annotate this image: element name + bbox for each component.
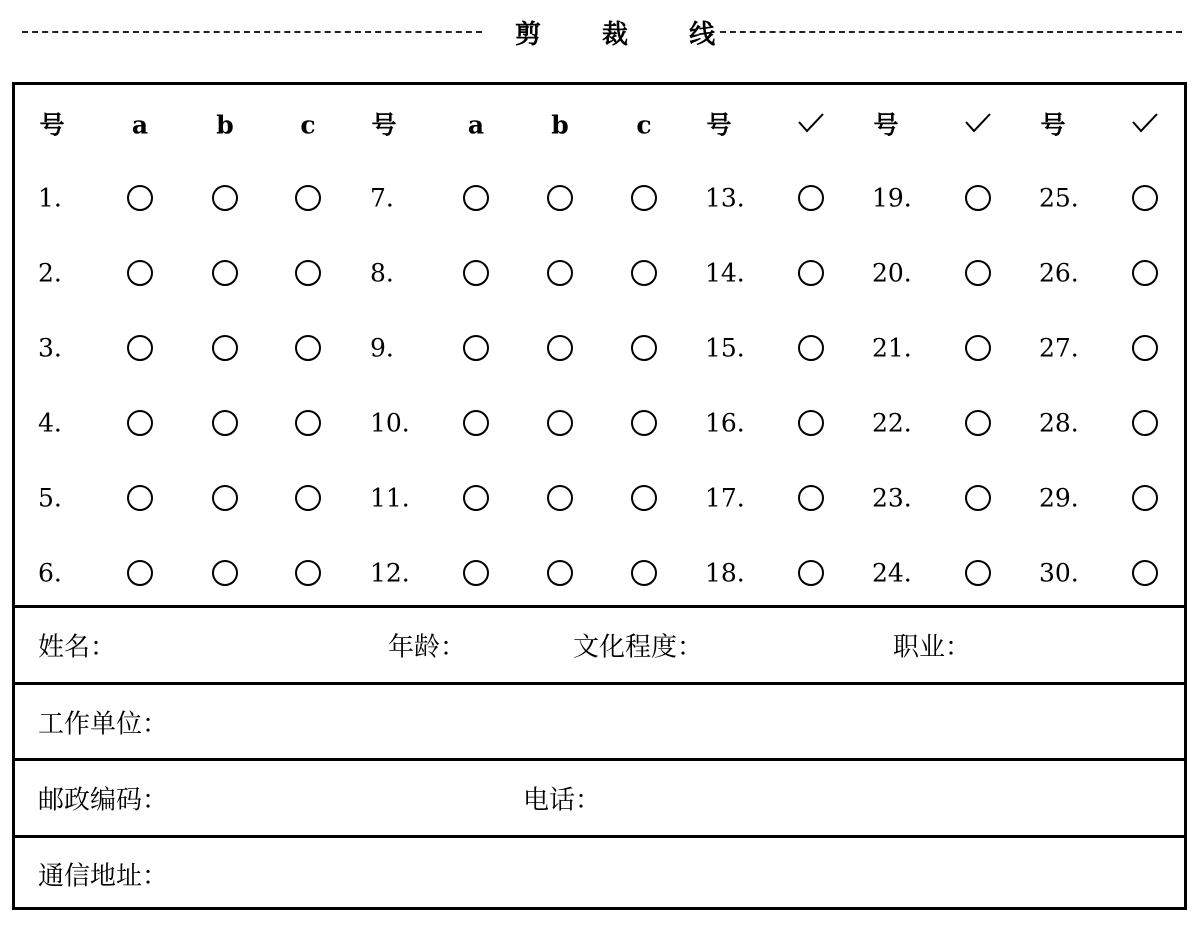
answer-circle-b[interactable]	[547, 410, 573, 436]
education-label: 文化程度：	[573, 632, 704, 663]
answer-circle-c[interactable]	[295, 335, 321, 361]
dashed-line-left	[22, 31, 482, 33]
question-number: 22.	[872, 408, 912, 438]
dashed-line-right	[720, 31, 1182, 33]
answer-circle-check[interactable]	[965, 560, 991, 586]
cut-line-title: 剪 裁 线	[515, 20, 742, 50]
answer-circle-check[interactable]	[798, 185, 824, 211]
age-label: 年龄：	[388, 632, 467, 663]
question-number: 25.	[1039, 183, 1079, 213]
question-number: 18.	[705, 558, 745, 588]
header-option-b: b	[216, 110, 234, 140]
answer-circle-check[interactable]	[1132, 185, 1158, 211]
answer-circle-check[interactable]	[1132, 410, 1158, 436]
name-label: 姓名：	[38, 632, 117, 663]
answer-circle-check[interactable]	[965, 260, 991, 286]
answer-circle-c[interactable]	[631, 185, 657, 211]
info-row-workplace	[15, 682, 1184, 758]
answer-circle-check[interactable]	[1132, 485, 1158, 511]
address-label: 通信地址：	[38, 861, 169, 892]
answer-grid	[15, 85, 1184, 605]
answer-circle-check[interactable]	[965, 185, 991, 211]
answer-circle-a[interactable]	[463, 335, 489, 361]
question-number: 16.	[705, 408, 745, 438]
answer-circle-a[interactable]	[463, 485, 489, 511]
answer-circle-b[interactable]	[547, 335, 573, 361]
answer-circle-a[interactable]	[127, 410, 153, 436]
info-row-contact	[15, 758, 1184, 835]
answer-circle-b[interactable]	[212, 185, 238, 211]
answer-circle-c[interactable]	[631, 335, 657, 361]
answer-circle-a[interactable]	[463, 260, 489, 286]
question-number: 17.	[705, 483, 745, 513]
question-number: 28.	[1039, 408, 1079, 438]
header-option-c: c	[636, 110, 652, 140]
answer-circle-check[interactable]	[798, 410, 824, 436]
answer-circle-a[interactable]	[127, 560, 153, 586]
header-option-a: a	[467, 110, 485, 140]
question-number: 12.	[370, 558, 410, 588]
header-number-label: 号	[1040, 110, 1066, 140]
header-option-a: a	[131, 110, 149, 140]
header-number-label: 号	[873, 110, 899, 140]
answer-circle-check[interactable]	[965, 335, 991, 361]
question-number: 30.	[1039, 558, 1079, 588]
checkmark-icon	[1131, 112, 1159, 138]
question-number: 15.	[705, 333, 745, 363]
info-row-personal	[15, 605, 1184, 682]
answer-circle-b[interactable]	[547, 485, 573, 511]
answer-circle-a[interactable]	[463, 410, 489, 436]
question-number: 6.	[38, 558, 62, 588]
answer-circle-b[interactable]	[547, 260, 573, 286]
answer-circle-a[interactable]	[127, 335, 153, 361]
checkmark-icon	[797, 112, 825, 138]
question-number: 24.	[872, 558, 912, 588]
answer-circle-a[interactable]	[127, 185, 153, 211]
answer-circle-check[interactable]	[798, 485, 824, 511]
answer-circle-c[interactable]	[295, 260, 321, 286]
occupation-label: 职业：	[893, 632, 972, 663]
answer-circle-b[interactable]	[212, 410, 238, 436]
answer-circle-check[interactable]	[965, 410, 991, 436]
question-number: 23.	[872, 483, 912, 513]
answer-circle-b[interactable]	[212, 335, 238, 361]
question-number: 10.	[370, 408, 410, 438]
header-option-c: c	[300, 110, 316, 140]
question-number: 4.	[38, 408, 62, 438]
question-number: 27.	[1039, 333, 1079, 363]
answer-circle-c[interactable]	[631, 410, 657, 436]
postcode-label: 邮政编码：	[38, 785, 169, 816]
question-number: 11.	[370, 483, 410, 513]
answer-circle-c[interactable]	[295, 185, 321, 211]
answer-circle-check[interactable]	[1132, 335, 1158, 361]
question-number: 2.	[38, 258, 62, 288]
answer-circle-c[interactable]	[295, 410, 321, 436]
answer-circle-check[interactable]	[1132, 260, 1158, 286]
answer-circle-c[interactable]	[295, 560, 321, 586]
answer-circle-a[interactable]	[127, 485, 153, 511]
answer-circle-c[interactable]	[631, 560, 657, 586]
question-number: 5.	[38, 483, 62, 513]
answer-circle-check[interactable]	[798, 335, 824, 361]
answer-circle-a[interactable]	[127, 260, 153, 286]
question-number: 3.	[38, 333, 62, 363]
cut-line	[0, 10, 1203, 50]
answer-circle-check[interactable]	[798, 560, 824, 586]
answer-circle-check[interactable]	[965, 485, 991, 511]
question-number: 7.	[370, 183, 394, 213]
answer-circle-check[interactable]	[1132, 560, 1158, 586]
question-number: 13.	[705, 183, 745, 213]
header-option-b: b	[551, 110, 569, 140]
answer-circle-b[interactable]	[212, 560, 238, 586]
phone-label: 电话：	[523, 785, 602, 816]
question-number: 26.	[1039, 258, 1079, 288]
question-number: 8.	[370, 258, 394, 288]
header-number-label: 号	[371, 110, 397, 140]
question-number: 20.	[872, 258, 912, 288]
answer-card	[12, 82, 1187, 910]
question-number: 21.	[872, 333, 912, 363]
question-number: 1.	[38, 183, 62, 213]
header-number-label: 号	[39, 110, 65, 140]
answer-circle-c[interactable]	[631, 260, 657, 286]
question-number: 9.	[370, 333, 394, 363]
header-number-label: 号	[706, 110, 732, 140]
question-number: 19.	[872, 183, 912, 213]
answer-circle-c[interactable]	[295, 485, 321, 511]
info-row-address	[15, 835, 1184, 910]
answer-circle-check[interactable]	[798, 260, 824, 286]
answer-circle-b[interactable]	[547, 185, 573, 211]
answer-circle-b[interactable]	[212, 260, 238, 286]
answer-circle-a[interactable]	[463, 560, 489, 586]
answer-circle-c[interactable]	[631, 485, 657, 511]
answer-circle-b[interactable]	[212, 485, 238, 511]
answer-circle-b[interactable]	[547, 560, 573, 586]
checkmark-icon	[964, 112, 992, 138]
question-number: 29.	[1039, 483, 1079, 513]
workplace-label: 工作单位：	[38, 709, 169, 739]
answer-circle-a[interactable]	[463, 185, 489, 211]
question-number: 14.	[705, 258, 745, 288]
